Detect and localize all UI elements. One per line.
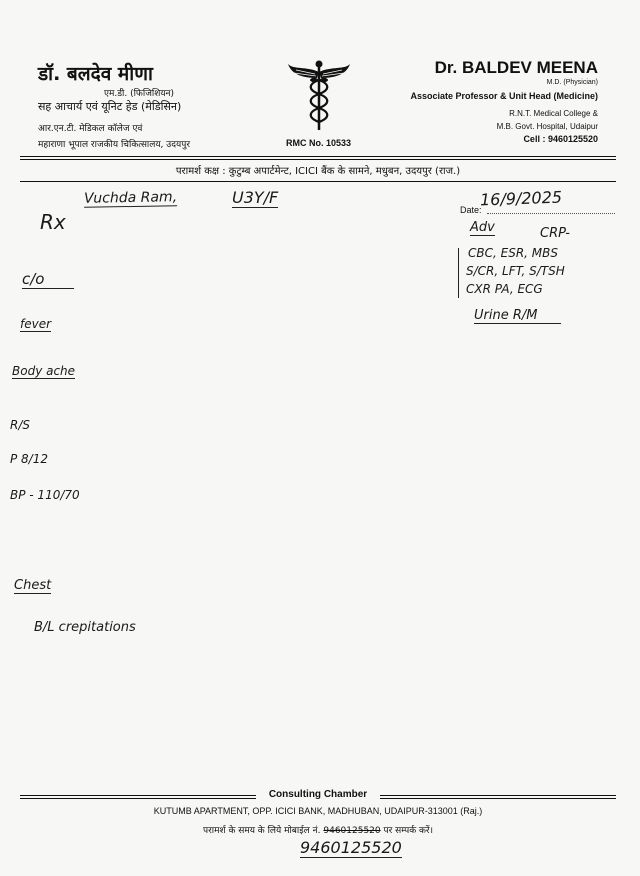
- vital-item: BP - 110/70: [10, 488, 80, 502]
- footer-mobile-suffix: पर सम्पर्क करें।: [383, 826, 434, 836]
- rx-symbol: Rx: [40, 210, 66, 234]
- advice-item: CBC, ESR, MBS: [468, 246, 558, 260]
- complaint-item: c/o: [22, 270, 74, 289]
- date-value: 16/9/2025: [479, 187, 563, 210]
- complaint-item: fever: [20, 317, 52, 331]
- consulting-room-address: परामर्श कक्ष : कुटुम्ब अपार्टमेन्ट, ICICI बैंक के सामने, मधुबन, उदयपुर (राज.): [175, 166, 461, 177]
- footer-mobile-prefix: परामर्श के समय के लिये मोबाईल नं.: [202, 826, 321, 836]
- footer-address: KUTUMB APARTMENT, OPP. ICICI BANK, MADHUBAN, UDAIPUR-313001 (Raj.): [153, 806, 483, 816]
- doctor-degree-hindi: एम.डी. (फिजिशियन): [104, 89, 175, 99]
- vital-item: R/S: [10, 418, 30, 432]
- caduceus-icon: [286, 58, 352, 132]
- advice-title: Adv: [470, 220, 495, 235]
- exam-item: B/L crepitations: [34, 620, 136, 635]
- patient-name: Vuchda Ram,: [83, 189, 178, 207]
- advice-bracket: [458, 248, 459, 298]
- exam-item: Chest: [14, 578, 52, 593]
- cell-number: Cell : 9460125520: [523, 134, 598, 144]
- doctor-name-english: Dr. BALDEV MEENA: [434, 58, 598, 77]
- advice-item: CXR PA, ECG: [466, 282, 543, 296]
- complaint-item: Body ache: [12, 364, 76, 378]
- college-hindi: आर.एन.टी. मेडिकल कॉलेज एवं: [38, 124, 143, 134]
- header-divider-top-2: [20, 159, 616, 160]
- advice-item: Urine R/M: [474, 308, 561, 324]
- advice-item: S/CR, LFT, S/TSH: [466, 264, 565, 278]
- footer-mobile-line: [20, 823, 616, 836]
- doctor-title-english: Associate Professor & Unit Head (Medicine): [410, 91, 598, 101]
- date-line: [487, 213, 615, 214]
- advice-item: CRP-: [540, 226, 570, 241]
- doctor-degree-english: M.D. (Physician): [546, 79, 598, 86]
- rmc-number: RMC No. 10533: [286, 138, 352, 148]
- footer-mobile-handwritten: 9460125520: [300, 838, 402, 857]
- doctor-name-hindi: डॉ. बलदेव मीणा: [38, 63, 153, 85]
- footer-mobile-struck: 9460125520: [323, 826, 381, 836]
- header-divider-bottom: [20, 181, 616, 182]
- hospital-hindi: महाराणा भूपाल राजकीय चिकित्सालय, उदयपुर: [38, 140, 190, 150]
- date-label: Date:: [460, 205, 482, 215]
- doctor-title-hindi: सह आचार्य एवं यूनिट हेड (मेडिसिन): [38, 100, 182, 113]
- hospital-english: M.B. Govt. Hospital, Udaipur: [496, 122, 598, 131]
- vital-item: P 8/12: [10, 452, 48, 466]
- patient-age-sex: U3Y/F: [232, 188, 279, 207]
- header-divider-top: [20, 156, 616, 157]
- college-english: R.N.T. Medical College &: [509, 109, 598, 118]
- footer-title: Consulting Chamber: [268, 789, 368, 800]
